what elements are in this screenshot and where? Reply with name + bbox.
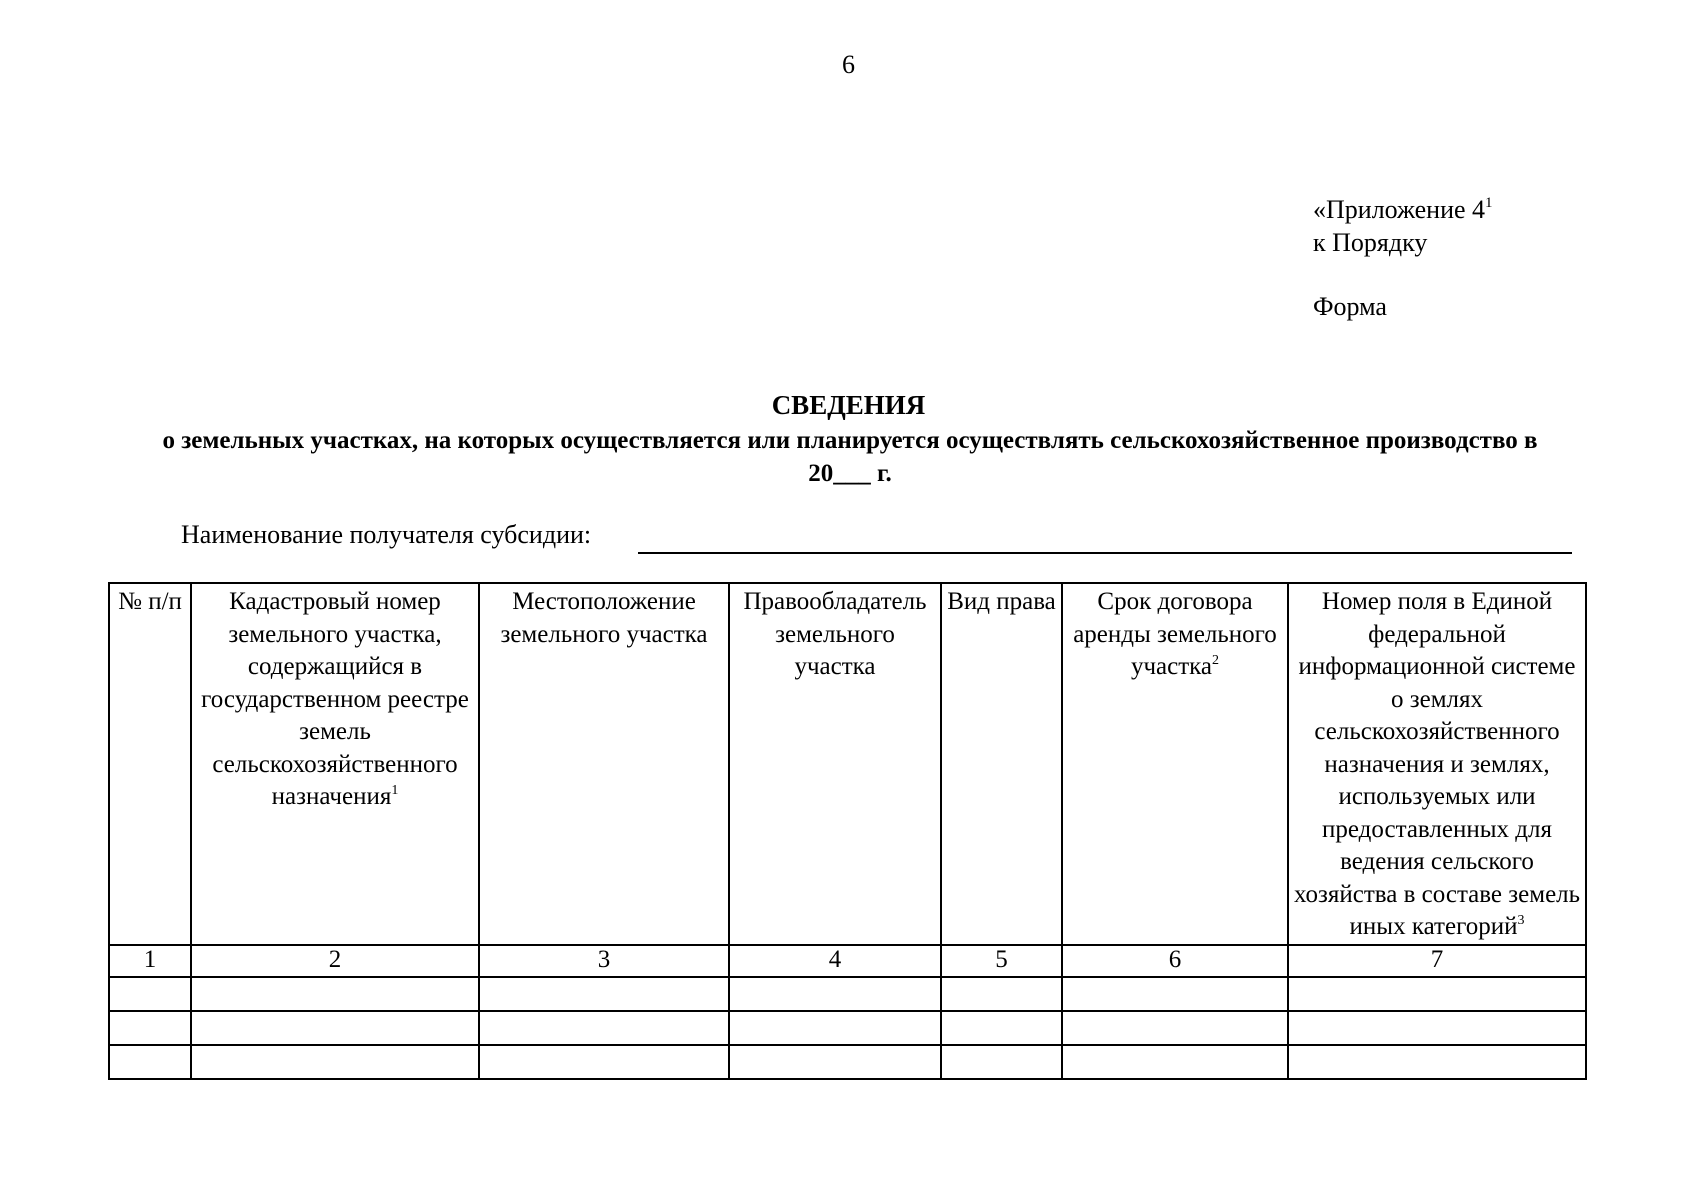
recipient-label: Наименование получателя субсидии:	[181, 520, 592, 549]
page-number: 6	[842, 50, 855, 79]
land-plots-table	[108, 582, 1587, 1080]
table-row	[109, 1045, 1586, 1079]
document-subtitle: о земельных участках, на которых осуществляется или планируется осуществлять сельскохозяйственное производство в 20___ г.	[162, 427, 1538, 487]
table-cell[interactable]	[479, 1045, 729, 1079]
column-number: 7	[1288, 945, 1586, 977]
column-number: 3	[479, 945, 729, 977]
table-cell[interactable]	[941, 1011, 1062, 1045]
header-text: Правообладатель земельного участка	[743, 588, 927, 680]
header-text: Кадастровый номер земельного участка, содержащийся в государственном реестре земель сельскохозяйственного назначения	[201, 588, 469, 810]
header-cell	[479, 583, 729, 945]
footnote-mark: 1	[391, 783, 399, 798]
column-number: 5	[941, 945, 1062, 977]
header-cell	[1288, 583, 1586, 945]
form-label: Форма	[1313, 292, 1387, 321]
table-cell[interactable]	[1062, 1011, 1288, 1045]
appendix-reference	[1313, 193, 1493, 259]
appendix-footnote-mark: 1	[1485, 195, 1493, 211]
table-cell[interactable]	[109, 977, 191, 1011]
table-cell[interactable]	[1062, 977, 1288, 1011]
column-number: 1	[109, 945, 191, 977]
table-cell[interactable]	[191, 1045, 479, 1079]
table-cell[interactable]	[109, 1011, 191, 1045]
table-cell[interactable]	[191, 1011, 479, 1045]
table-cell[interactable]	[191, 977, 479, 1011]
appendix-line-2: к Порядку	[1313, 228, 1428, 257]
column-number: 2	[191, 945, 479, 977]
header-text: Срок договора аренды земельного участка	[1073, 588, 1277, 680]
header-cell	[1062, 583, 1288, 945]
document-title: СВЕДЕНИЯ	[771, 390, 926, 420]
header-text: Местоположение земельного участка	[500, 588, 708, 648]
table-cell[interactable]	[941, 1045, 1062, 1079]
table-cell[interactable]	[729, 1011, 941, 1045]
table-cell[interactable]	[1288, 1011, 1586, 1045]
column-number-row	[109, 945, 1586, 977]
table-row	[109, 1011, 1586, 1045]
header-text: № п/п	[118, 588, 182, 615]
column-number: 6	[1062, 945, 1288, 977]
header-text: Номер поля в Единой федеральной информационной системе о землях сельскохозяйственного назначения и землях, используемых или предоставленных для ведения сельского хозяйства в составе земель иных категорий	[1293, 588, 1581, 940]
table-cell[interactable]	[109, 1045, 191, 1079]
appendix-line-1	[1313, 193, 1493, 226]
table-cell[interactable]	[941, 977, 1062, 1011]
header-cell	[729, 583, 941, 945]
table-cell[interactable]	[479, 977, 729, 1011]
appendix-title: «Приложение 4	[1313, 195, 1486, 224]
table-cell[interactable]	[479, 1011, 729, 1045]
footnote-mark: 3	[1517, 913, 1525, 928]
table-row	[109, 977, 1586, 1011]
column-number: 4	[729, 945, 941, 977]
header-cell	[191, 583, 479, 945]
header-text: Вид права	[947, 588, 1056, 615]
recipient-fill-line[interactable]	[638, 552, 1572, 554]
table-cell[interactable]	[729, 977, 941, 1011]
header-cell	[109, 583, 191, 945]
footnote-mark: 2	[1212, 653, 1220, 668]
table-cell[interactable]	[1062, 1045, 1288, 1079]
table-cell[interactable]	[729, 1045, 941, 1079]
header-cell	[941, 583, 1062, 945]
table-cell[interactable]	[1288, 1045, 1586, 1079]
table-cell[interactable]	[1288, 977, 1586, 1011]
table-header-row	[109, 583, 1586, 945]
